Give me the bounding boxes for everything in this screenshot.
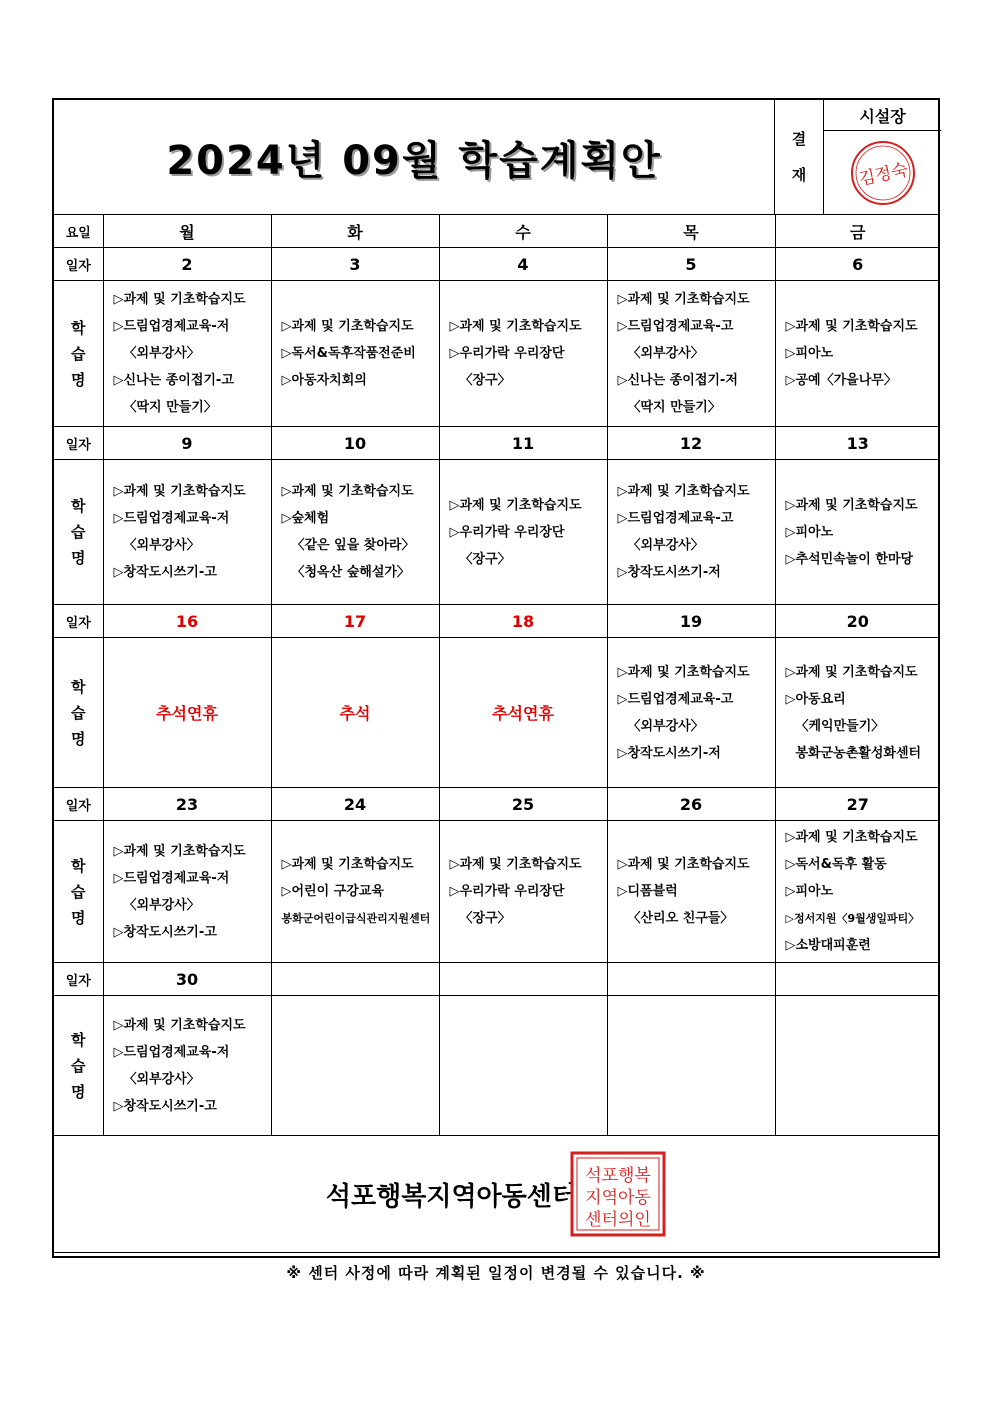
date-cell: 20	[775, 605, 940, 638]
approval-box	[774, 100, 941, 214]
plan-cell	[103, 460, 271, 605]
activity-line: ▷드림업경제교육-고	[617, 691, 734, 707]
weekday-thu: 목	[607, 215, 775, 248]
plan-label-char: 학	[71, 1030, 86, 1049]
date-cell: 11	[439, 427, 607, 460]
activity-line: ▷정서지원〈9월생일파티〉	[785, 912, 920, 925]
plan-cell	[775, 821, 940, 963]
activity-line: ▷드림업경제교육-저	[113, 870, 230, 886]
holiday-cell: 추석	[271, 638, 439, 788]
activity-line: ▷과제 및 기초학습지도	[113, 292, 246, 307]
date-row	[54, 427, 940, 460]
activity-line: ▷소방대피훈련	[785, 938, 871, 953]
plan-label-char: 습	[71, 1056, 86, 1075]
date-cell	[271, 963, 439, 996]
plan-cell	[439, 821, 607, 963]
date-cell: 5	[607, 248, 775, 281]
date-cell: 16	[103, 605, 271, 638]
activity-line: 〈청옥산 숲해설가〉	[291, 565, 410, 580]
activity-line: ▷과제 및 기초학습지도	[617, 292, 750, 307]
activity-line: ▷과제 및 기초학습지도	[785, 319, 918, 334]
activity-line: ▷피아노	[785, 346, 834, 361]
plan-row	[54, 281, 940, 427]
plan-row-label	[54, 821, 103, 963]
schedule-table	[54, 214, 940, 1253]
date-cell: 4	[439, 248, 607, 281]
plan-cell	[439, 996, 607, 1136]
activity-line: 봉화군농촌활성화센터	[795, 745, 922, 761]
activity-line: ▷독서&독후작품전준비	[281, 346, 416, 361]
date-row-label: 일자	[54, 248, 103, 281]
holiday-cell: 추석연휴	[103, 638, 271, 788]
activity-line: ▷우리가락 우리장단	[449, 884, 565, 899]
activity-line: ▷드림업경제교육-고	[617, 319, 734, 334]
date-cell: 6	[775, 248, 940, 281]
activity-line: ▷공예〈가을나무〉	[785, 373, 897, 388]
activity-line: ▷과제 및 기초학습지도	[113, 1017, 246, 1033]
plan-label-char: 습	[71, 344, 86, 363]
plan-cell	[103, 281, 271, 427]
signature-seal-icon	[848, 138, 918, 208]
date-row-label: 일자	[54, 605, 103, 638]
date-cell	[775, 963, 940, 996]
plan-cell	[775, 996, 940, 1136]
approval-label	[775, 100, 824, 214]
date-row-label: 일자	[54, 963, 103, 996]
activity-line: ▷과제 및 기초학습지도	[785, 497, 918, 513]
center-name: 석포행복지역아동센터	[325, 1181, 578, 1212]
activity-line: ▷과제 및 기초학습지도	[785, 664, 918, 680]
activity-line: 〈외부강사〉	[123, 346, 200, 361]
plan-label-char: 명	[71, 908, 86, 927]
schedule-body	[54, 215, 940, 1136]
activity-line: ▷과제 및 기초학습지도	[113, 484, 246, 499]
date-cell: 30	[103, 963, 271, 996]
activity-line: 〈장구〉	[459, 373, 511, 388]
page-title: 2024년 09월 학습계획안	[166, 137, 662, 184]
approval-label-bottom: 재	[791, 166, 807, 184]
plan-row-label	[54, 996, 103, 1136]
plan-row-label	[54, 460, 103, 605]
activity-line: 〈외부강사〉	[123, 897, 200, 913]
plan-cell	[775, 281, 940, 427]
activity-line: ▷독서&독후 활동	[785, 857, 887, 872]
seal-line-2: 지역아동	[585, 1188, 651, 1208]
plan-cell	[607, 281, 775, 427]
plan-label-char: 습	[71, 523, 86, 541]
date-cell: 3	[271, 248, 439, 281]
date-cell: 19	[607, 605, 775, 638]
activity-line: ▷창작도시쓰기-고	[113, 565, 217, 580]
activity-line: ▷숲체험	[281, 511, 330, 526]
footer-row	[54, 1136, 940, 1253]
plan-cell	[103, 996, 271, 1136]
plan-row	[54, 996, 940, 1136]
footer-note: ※ 센터 사정에 따라 계획된 일정이 변경될 수 있습니다. ※	[286, 1264, 706, 1282]
plan-label-char: 명	[71, 729, 86, 748]
approval-role: 시설장	[824, 100, 941, 131]
plan-cell	[607, 638, 775, 788]
activity-line: ▷과제 및 기초학습지도	[281, 484, 414, 499]
activity-line: ▷드림업경제교육-고	[617, 511, 734, 526]
activity-line: ▷과제 및 기초학습지도	[449, 497, 582, 513]
date-cell: 2	[103, 248, 271, 281]
date-cell: 27	[775, 788, 940, 821]
date-cell: 26	[607, 788, 775, 821]
date-cell: 18	[439, 605, 607, 638]
plan-label-char: 명	[71, 1082, 86, 1101]
activity-line: 〈산리오 친구들〉	[627, 911, 734, 926]
plan-row	[54, 821, 940, 963]
plan-row	[54, 460, 940, 605]
activity-line: ▷드림업경제교육-저	[113, 511, 230, 526]
plan-label-char: 명	[71, 370, 86, 389]
activity-line: ▷창작도시쓰기-저	[617, 745, 721, 761]
plan-label-char: 습	[71, 703, 86, 722]
activity-line: 봉화군어린이급식관리지원센터	[281, 912, 431, 925]
plan-label-char: 학	[71, 856, 86, 875]
signature-text: 김정숙	[856, 159, 910, 190]
plan-cell	[271, 821, 439, 963]
activity-line: ▷우리가락 우리장단	[449, 524, 565, 540]
weekday-row	[54, 215, 940, 248]
weekday-mon: 월	[103, 215, 271, 248]
plan-cell	[439, 281, 607, 427]
activity-line: ▷드림업경제교육-저	[113, 319, 230, 334]
weekday-fri: 금	[775, 215, 940, 248]
activity-line: ▷아동자치회의	[281, 373, 367, 388]
activity-line: 〈딱지 만들기〉	[627, 400, 721, 415]
activity-line: ▷과제 및 기초학습지도	[113, 843, 246, 859]
plan-cell	[103, 821, 271, 963]
plan-cell	[607, 821, 775, 963]
activity-line: 〈외부강사〉	[627, 346, 704, 361]
plan-label-char: 학	[71, 677, 86, 696]
approval-label-top: 결	[791, 130, 807, 148]
activity-line: ▷드림업경제교육-저	[113, 1044, 230, 1060]
plan-cell	[607, 460, 775, 605]
header	[54, 100, 940, 215]
date-row	[54, 248, 940, 281]
plan-row	[54, 638, 940, 788]
plan-cell	[271, 460, 439, 605]
date-cell: 10	[271, 427, 439, 460]
activity-line: 〈장구〉	[459, 551, 511, 567]
weekday-row-label: 요일	[54, 215, 103, 248]
activity-line: ▷창작도시쓰기-저	[617, 565, 721, 580]
activity-line: ▷과제 및 기초학습지도	[281, 857, 414, 872]
activity-line: ▷신나는 종이접기-고	[113, 373, 234, 388]
activity-line: 〈외부강사〉	[123, 1071, 200, 1087]
plan-cell	[271, 996, 439, 1136]
footer-cell	[54, 1136, 940, 1253]
activity-line: 〈장구〉	[459, 911, 511, 926]
plan-cell	[439, 460, 607, 605]
plan-label-char: 학	[71, 497, 86, 515]
activity-line: 〈딱지 만들기〉	[123, 400, 217, 415]
activity-line: ▷과제 및 기초학습지도	[281, 319, 414, 334]
plan-label-char: 습	[71, 882, 86, 901]
activity-line: ▷창작도시쓰기-고	[113, 924, 217, 940]
plan-row-label	[54, 638, 103, 788]
date-cell: 13	[775, 427, 940, 460]
activity-line: 〈외부강사〉	[627, 718, 704, 734]
plan-label-char: 명	[71, 549, 86, 567]
date-cell: 23	[103, 788, 271, 821]
date-cell	[607, 963, 775, 996]
activity-line: ▷신나는 종이접기-저	[617, 373, 738, 388]
activity-line: ▷디폼블럭	[617, 884, 678, 899]
plan-sheet	[52, 98, 940, 1258]
date-row	[54, 605, 940, 638]
activity-line: ▷과제 및 기초학습지도	[617, 664, 750, 680]
plan-cell	[271, 281, 439, 427]
activity-line: ▷피아노	[785, 884, 834, 899]
plan-cell	[775, 460, 940, 605]
seal-line-3: 센터의인	[585, 1210, 651, 1230]
date-row	[54, 788, 940, 821]
activity-line: ▷과제 및 기초학습지도	[617, 857, 750, 872]
activity-line: ▷추석민속놀이 한마당	[785, 551, 914, 567]
date-cell: 12	[607, 427, 775, 460]
date-row	[54, 963, 940, 996]
date-row-label: 일자	[54, 427, 103, 460]
center-seal-icon	[568, 1150, 668, 1238]
activity-line: ▷어린이 구강교육	[281, 884, 384, 899]
activity-line: ▷창작도시쓰기-고	[113, 1098, 217, 1114]
date-cell	[439, 963, 607, 996]
date-cell: 9	[103, 427, 271, 460]
date-cell: 17	[271, 605, 439, 638]
date-cell: 25	[439, 788, 607, 821]
weekday-tue: 화	[271, 215, 439, 248]
activity-line: ▷우리가락 우리장단	[449, 346, 565, 361]
activity-line: 〈같은 잎을 찾아라〉	[291, 538, 415, 553]
date-row-label: 일자	[54, 788, 103, 821]
plan-cell	[607, 996, 775, 1136]
plan-cell	[775, 638, 940, 788]
activity-line: 〈외부강사〉	[123, 538, 200, 553]
weekday-wed: 수	[439, 215, 607, 248]
activity-line: 〈케익만들기〉	[795, 718, 885, 734]
activity-line: ▷과제 및 기초학습지도	[449, 857, 582, 872]
activity-line: ▷과제 및 기초학습지도	[617, 484, 750, 499]
approval-signature	[824, 131, 941, 214]
activity-line: ▷아동요리	[785, 691, 846, 707]
plan-label-char: 학	[71, 318, 86, 337]
holiday-cell: 추석연휴	[439, 638, 607, 788]
date-cell: 24	[271, 788, 439, 821]
activity-line: 〈외부강사〉	[627, 538, 704, 553]
activity-line: ▷과제 및 기초학습지도	[785, 830, 918, 845]
activity-line: ▷피아노	[785, 524, 834, 540]
activity-line: ▷과제 및 기초학습지도	[449, 319, 582, 334]
seal-line-1: 석포행복	[585, 1166, 651, 1186]
plan-row-label	[54, 281, 103, 427]
